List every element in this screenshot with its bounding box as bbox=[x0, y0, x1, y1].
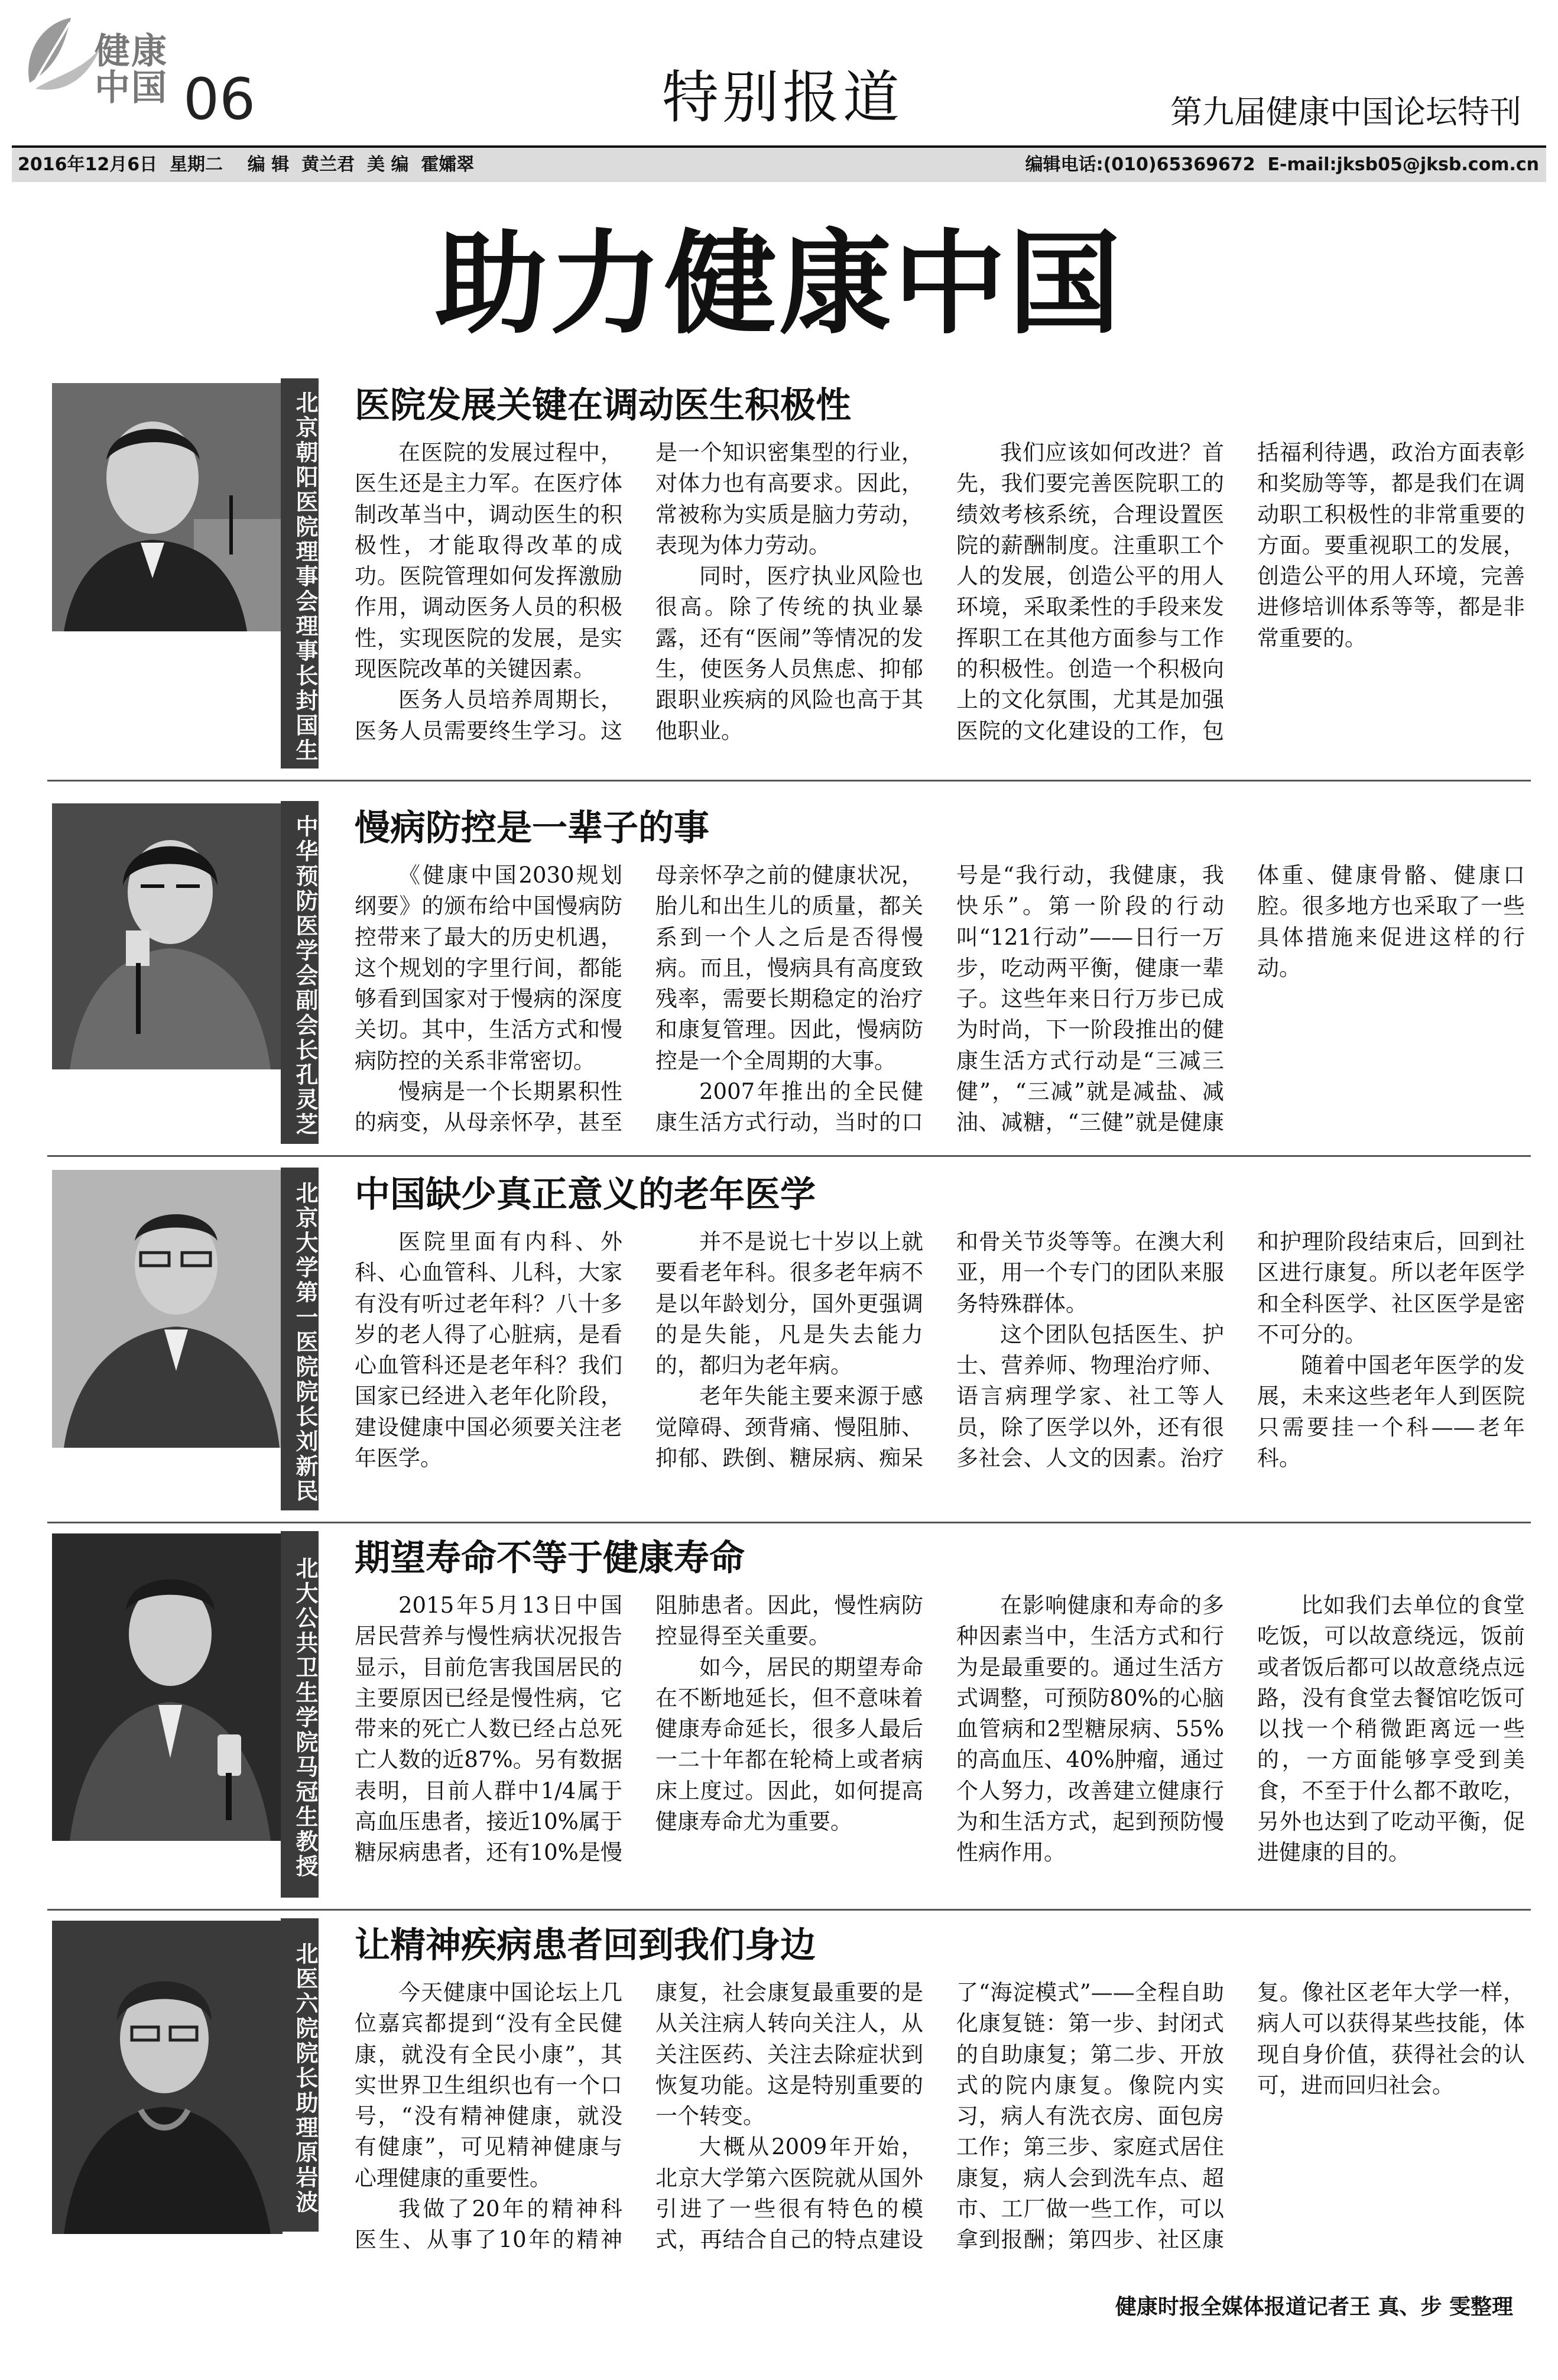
article-body bbox=[355, 1227, 1525, 1474]
article-divider bbox=[47, 780, 1531, 782]
article bbox=[47, 378, 1525, 769]
article-body bbox=[355, 1590, 1525, 1869]
paragraph: 这个团队包括医生、护士、营养师、物理治疗师、语言病理学家、社工等人员，除了医学以外，还有很多社会、人文的因素。治疗和护理阶段结束后，回到社区进行康复。所以老年医学和全科医学、社区医学是密不可分的。 bbox=[956, 1229, 1525, 1471]
special-edition-label: 第九届健康中国论坛特刊 bbox=[1170, 93, 1521, 131]
article-divider bbox=[47, 1909, 1531, 1911]
paragraph: 随着中国老年医学的发展，未来这些老年人到医院只需要挂一个科——老年科。 bbox=[1257, 1353, 1525, 1471]
newspaper-logo bbox=[12, 6, 260, 130]
paragraph: 在医院的发展过程中，医生还是主力军。在医疗体制改革当中，调动医生的积极性，才能取得改革的成功。医院管理如何发挥激励作用，调动医务人员的积极性，实现医院的发展，是实现医院改革的关键因素。 bbox=[355, 440, 622, 682]
article-title: 让精神疾病患者回到我们身边 bbox=[355, 1925, 816, 1966]
paragraph: 并不是说七十岁以上就要看老年科。很多老年病不是以年龄划分，国外更强调的是失能，凡是失去能力的，都归为老年病。 bbox=[655, 1229, 923, 1379]
paragraph: 今天健康中国论坛上几位嘉宾都提到“没有全民健康，就没有全民小康”，其实世界卫生组织也有一个口号，“没有精神健康，就没有健康”，可见精神健康与心理健康的重要性。 bbox=[355, 1980, 622, 2191]
section-title: 特别报道 bbox=[662, 64, 903, 131]
article-divider bbox=[47, 1155, 1531, 1157]
article-body bbox=[355, 1977, 1525, 2256]
leaf-logo-icon bbox=[18, 12, 106, 100]
speaker-photo bbox=[52, 1170, 283, 1448]
paragraph: 我们应该如何改进？首先，我们要完善医院职工的绩效考核系统，合理设置医院的薪酬制度。注重职工个人的发展，创造公平的用人环境，采取柔性的手段来发挥职工在其他方面参与工作的积极性。创造一个积极向上的文化氛围，尤其是加强医院的文化建设的工作，包括福利待遇，政治方面表彰和奖励等等，都是我们在调动职工积极性的非常重要的方面。要重视职工的发展，创造公平的用人环境，完善进修培训体系等等，都是非常重要的。 bbox=[956, 440, 1525, 744]
article bbox=[47, 1918, 1525, 2285]
article-divider bbox=[47, 1522, 1531, 1523]
article-body bbox=[355, 860, 1525, 1139]
article-title: 慢病防控是一辈子的事 bbox=[355, 808, 709, 849]
paragraph: 2015年5月13日中国居民营养与慢性病状况报告显示，目前危害我国居民的主要原因已经是慢性病，它带来的死亡人数已经占总死亡人数的近87%。另有数据表明，目前人群中1/4属于高血压患者，接近10%属于糖尿病患者，还有10%是慢阻肺患者。因此，慢性病防控显得至关重要。 bbox=[355, 1593, 923, 1866]
paragraph: 《健康中国2030规划纲要》的颁布给中国慢病防控带来了最大的历史机遇，这个规划的字里行间，都能够看到国家对于慢病的深度关切。其中，生活方式和慢病防控的关系非常密切。 bbox=[355, 862, 622, 1074]
paragraph: 大概从2009年开始，北京大学第六医院就从国外引进了一些很有特色的模式，再结合自己的特点建设了“海淀模式”——全程自助化康复链：第一步、封闭式的自助康复；第二步、开放式的院内康复。像院内实习，病人有洗衣房、面包房工作；第三步、家庭式居住康复，病人会到洗车点、超市、工厂做一些工作，可以拿到报酬；第四步、社区康复。像社区老年大学一样，病人可以获得某些技能，体现自身价值，获得社会的认可，进而回归社会。 bbox=[655, 1980, 1525, 2253]
article-body bbox=[355, 437, 1525, 747]
paragraph: 我做了20年的精神科医生、从事了10年的精神康复，社会康复最重要的是从关注病人转向关注人，从关注医药、关注去除症状到恢复功能。这是特别重要的一个转变。 bbox=[355, 1980, 923, 2253]
masthead bbox=[12, 6, 1546, 148]
reporter-byline: 健康时报全媒体报道记者王 真、步 雯整理 bbox=[1115, 2295, 1513, 2319]
logo-text bbox=[95, 31, 168, 109]
speaker-photo bbox=[52, 803, 283, 1069]
paragraph: 在影响健康和寿命的多种因素当中，生活方式和行为是最重要的。通过生活方式调整，可预防80%的心脑血管病和2型糖尿病、55%的高血压、40%肿瘤，通过个人努力，改善建立健康行为和生活方式，起到预防慢性病作用。 bbox=[956, 1593, 1224, 1866]
speaker-label: 北京大学第一医院院长刘新民 bbox=[281, 1168, 319, 1510]
article bbox=[47, 1168, 1525, 1510]
page-headline: 助力健康中国 bbox=[434, 218, 1123, 349]
paragraph: 比如我们去单位的食堂吃饭，可以故意绕远，饭前或者饭后都可以故意绕点远路，没有食堂去餐馆吃饭可以找一个稍微距离远一些的，一方面能够享受到美食，不至于什么都不敢吃，另外也达到了吃动平衡，促进健康的目的。 bbox=[1257, 1593, 1525, 1866]
speaker-photo bbox=[52, 383, 283, 631]
speaker-portrait-icon bbox=[52, 1170, 283, 1448]
speaker-portrait-icon bbox=[52, 803, 283, 1069]
paragraph: 医务人员培养周期长，医务人员需要终生学习。这是一个知识密集型的行业，对体力也有高要求。因此，常被称为实质是脑力劳动，表现为体力劳动。 bbox=[355, 440, 923, 744]
article-title: 中国缺少真正意义的老年医学 bbox=[355, 1174, 816, 1215]
paragraph: 老年失能主要来源于感觉障碍、颈背痛、慢阻肺、抑郁、跌倒、糖尿病、痴呆和骨关节炎等等。在澳大利亚，用一个专门的团队来服务特殊群体。 bbox=[655, 1229, 1224, 1471]
article-title: 期望寿命不等于健康寿命 bbox=[355, 1538, 745, 1579]
speaker-photo bbox=[52, 1921, 283, 2234]
page-number: 06 bbox=[183, 66, 256, 132]
article bbox=[47, 1531, 1525, 1898]
paragraph: 医院里面有内科、外科、心血管科、儿科，大家有没有听过老年科？八十多岁的老人得了心脏病，是看心血管科还是老年科？我们国家已经进入老年化阶段，建设健康中国必须要关注老年医学。 bbox=[355, 1229, 622, 1471]
speaker-label: 中华预防医学会副会长孔灵芝 bbox=[281, 801, 319, 1144]
info-bar bbox=[12, 145, 1546, 182]
logo-text-line2: 中国 bbox=[95, 67, 168, 109]
speaker-label: 北医六院院长助理原岩波 bbox=[281, 1918, 319, 2232]
paragraph: 如今，居民的期望寿命在不断地延长，但不意味着健康寿命延长，很多人最后一二十年都在轮椅上或者病床上度过。因此，如何提高健康寿命尤为重要。 bbox=[655, 1654, 923, 1835]
speaker-label: 北大公共卫生学院马冠生教授 bbox=[281, 1531, 319, 1898]
paragraph: 慢病是一个长期累积性的病变，从母亲怀孕，甚至母亲怀孕之前的健康状况，胎儿和出生儿的质量，都关系到一个人之后是否得慢病。而且，慢病具有高度致残率，需要长期稳定的治疗和康复管理。因此，慢病防控是一个全周期的大事。 bbox=[355, 862, 923, 1136]
editorial-contact: 编辑电话:(010)65369672 E-mail:jksb05@jksb.com.cn bbox=[1025, 154, 1539, 175]
speaker-label: 北京朝阳医院理事会理事长封国生 bbox=[281, 378, 319, 769]
article-title: 医院发展关键在调动医生积极性 bbox=[355, 385, 851, 426]
logo-text-line1: 健康 bbox=[95, 31, 168, 72]
paragraph: 2007年推出的全民健康生活方式行动，当时的口号是“我行动，我健康，我快乐”。第一阶段的行动叫“121行动”——日行一万步，吃动两平衡，健康一辈子。这些年来日行万步已成为时尚，下一阶段推出的健康生活方式行动是“三减三健”，“三减”就是减盐、减油、减糖，“三健”就是健康体重、健康骨骼、健康口腔。很多地方也采取了一些具体措施来促进这样的行动。 bbox=[655, 862, 1525, 1136]
article bbox=[47, 801, 1525, 1144]
speaker-portrait-icon bbox=[52, 1921, 283, 2234]
speaker-portrait-icon bbox=[52, 383, 283, 631]
issue-date-editors: 2016年12月6日 星期二 编 辑 黄兰君 美 编 霍孀翠 bbox=[18, 154, 475, 175]
paragraph: 同时，医疗执业风险也很高。除了传统的执业暴露，还有“医闹”等情况的发生，使医务人员焦虑、抑郁跟职业疾病的风险也高于其他职业。 bbox=[655, 563, 923, 744]
speaker-photo bbox=[52, 1533, 283, 1841]
speaker-portrait-icon bbox=[52, 1533, 283, 1841]
